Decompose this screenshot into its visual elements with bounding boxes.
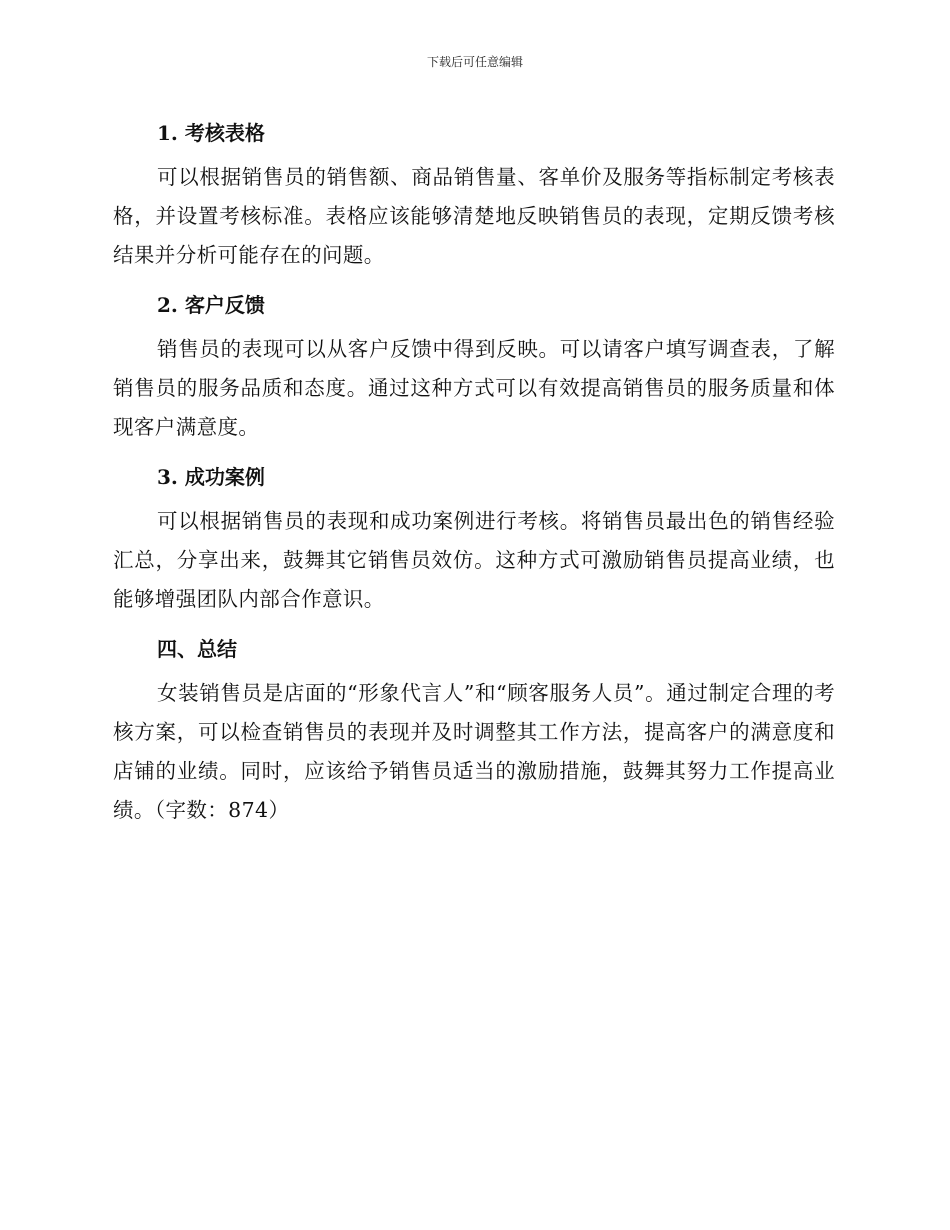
section-heading-assessment-form: 1. 考核表格: [157, 121, 265, 145]
section-heading-summary: 四、总结: [157, 637, 237, 661]
section-paragraph-assessment-form: 可以根据销售员的销售额、商品销售量、客单价及服务等指标制定考核表格，并设置考核标准。表格应该能够清楚地反映销售员的表现，定期反馈考核结果并分析可能存在的问题。: [113, 165, 835, 267]
section-paragraph-customer-feedback: 销售员的表现可以从客户反馈中得到反映。可以请客户填写调查表，了解销售员的服务品质和态度。通过这种方式可以有效提高销售员的服务质量和体现客户满意度。: [113, 337, 835, 439]
section-paragraph-summary: 女装销售员是店面的“形象代言人”和“顾客服务人员”。通过制定合理的考核方案，可以检查销售员的表现并及时调整其工作方法，提高客户的满意度和店铺的业绩。同时，应该给予销售员适当的激励措施，鼓舞其努力工作提高业绩。（字数：874）: [113, 681, 835, 822]
section-paragraph-success-cases: 可以根据销售员的表现和成功案例进行考核。将销售员最出色的销售经验汇总，分享出来，鼓舞其它销售员效仿。这种方式可激励销售员提高业绩，也能够增强团队内部合作意识。: [113, 509, 835, 611]
page-header: 下载后可任意编辑: [426, 55, 523, 69]
document-body: [113, 108, 835, 830]
section-heading-success-cases: 3. 成功案例: [157, 465, 265, 489]
section-heading-customer-feedback: 2. 客户反馈: [157, 293, 265, 317]
